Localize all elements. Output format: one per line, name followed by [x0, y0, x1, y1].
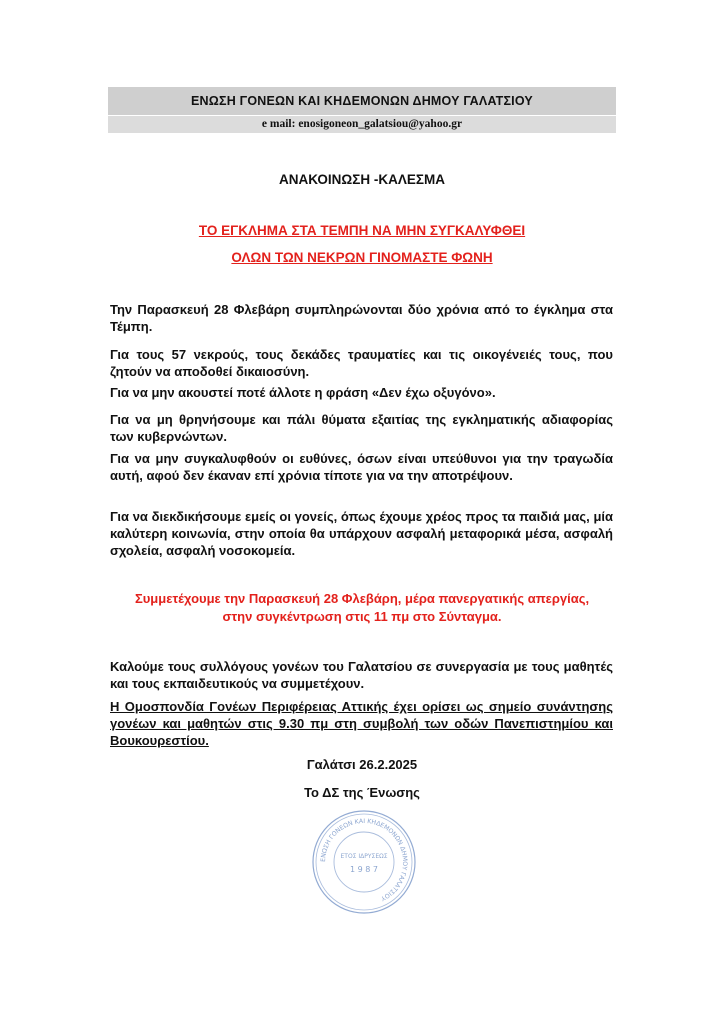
stamp-year: 1 9 8 7	[350, 865, 378, 874]
organization-title: ΕΝΩΣΗ ΓΟΝΕΩΝ ΚΑΙ ΚΗΔΕΜΟΝΩΝ ΔΗΜΟΥ ΓΑΛΑΤΣΙΟΥ	[108, 87, 616, 115]
headline-1: ΤΟ ΕΓΚΛΗΜΑ ΣΤΑ ΤΕΜΠΗ ΝΑ ΜΗΝ ΣΥΓΚΑΛΥΦΘΕΙ	[198, 223, 526, 238]
paragraph-4: Για να μη θρηνήσουμε και πάλι θύματα εξαιτίας της εγκληματικής αδιαφορίας των κυβερνώντων.	[110, 412, 613, 444]
organization-email: e mail: enosigoneon_galatsiou@yahoo.gr	[108, 116, 616, 133]
stamp-inner-text: ΕΤΟΣ ΙΔΡΥΣΕΩΣ	[340, 853, 388, 860]
announcement-heading: ΑΝΑΚΟΙΝΩΣΗ -ΚΑΛΕΣΜΑ	[279, 172, 445, 187]
paragraph-3: Για να μην ακουστεί ποτέ άλλοτε η φράση «Δεν έχω οξυγόνο».	[110, 385, 496, 400]
invite-paragraph: Καλούμε τους συλλόγους γονέων του Γαλατσίου σε συνεργασία με τους μαθητές και τους εκπαιδευτικούς να συμμετέχουν.	[110, 659, 613, 691]
paragraph-5: Για να μην συγκαλυφθούν οι ευθύνες, όσων είναι υπεύθυνοι για την τραγωδία αυτή, αφού δεν έκαναν επί χρόνια τίποτε για να την αποτρέψουν.	[110, 451, 613, 483]
stamp-ring-text: ΕΝΩΣΗ ΓΟΝΕΩΝ ΚΑΙ ΚΗΔΕΜΟΝΩΝ ΔΗΜΟΥ ΓΑΛΑΤΣΙΟΥ	[319, 817, 409, 902]
paragraph-2: Για τους 57 νεκρούς, τους δεκάδες τραυματίες και τις οικογένειές τους, που ζητούν να αποδοθεί δικαιοσύνη.	[110, 347, 613, 379]
stamp-seal-icon	[310, 808, 418, 916]
signature-board: Το ΔΣ της Ένωσης	[304, 785, 420, 800]
meeting-point-paragraph: Η Ομοσπονδία Γονέων Περιφέρειας Αττικής έχει ορίσει ως σημείο συνάντησης γονέων και μαθητών στις 9.30 πμ στη συμβολή των οδών Πανεπιστημίου και Βουκουρεστίου.	[110, 699, 613, 748]
headline-2: ΟΛΩΝ ΤΩΝ ΝΕΚΡΩΝ ΓΙΝΟΜΑΣΤΕ ΦΩΝΗ	[231, 250, 493, 265]
paragraph-1: Την Παρασκευή 28 Φλεβάρη συμπληρώνονται δύο χρόνια από το έγκλημα στα Τέμπη.	[110, 302, 613, 334]
header-box	[108, 87, 616, 133]
participation-notice: Συμμετέχουμε την Παρασκευή 28 Φλεβάρη, μέρα πανεργατικής απεργίας, στην συγκέντρωση στις 11 πμ στο Σύνταγμα.	[134, 591, 590, 624]
document-date: Γαλάτσι 26.2.2025	[306, 757, 418, 772]
paragraph-6: Για να διεκδικήσουμε εμείς οι γονείς, όπως έχουμε χρέος προς τα παιδιά μας, μία καλύτερη κοινωνία, στην οποία θα υπάρχουν ασφαλή μεταφορικά μέσα, ασφαλή σχολεία, ασφαλή νοσοκομεία.	[110, 509, 613, 558]
